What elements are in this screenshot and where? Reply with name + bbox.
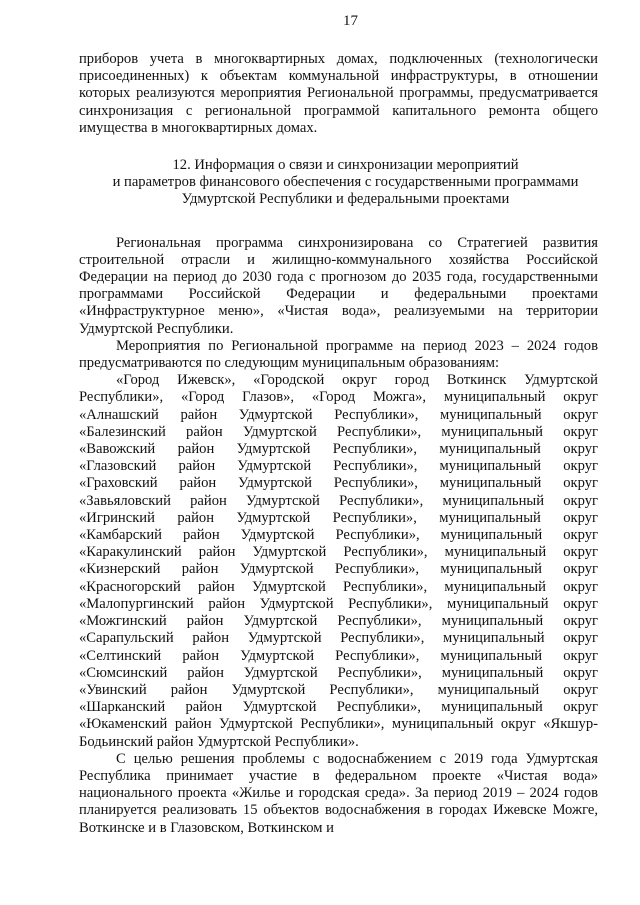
municipalities-line: «Город Ижевск», «Городской округ город Воткинск Удмуртской <box>116 372 598 389</box>
municipalities-line: «Кизнерский район Удмуртской Республики», муниципальный округ <box>79 561 598 578</box>
municipalities-line: Бодьинский район Удмуртской Республики». <box>79 733 359 750</box>
municipalities-line: «Сюмсинский район Удмуртской Республики», муниципальный округ <box>79 664 598 681</box>
municipalities-line: «Малопургинский район Удмуртской Республики», муниципальный округ <box>79 595 598 612</box>
section-heading-line-3: Удмуртской Республики и федеральными проектами <box>181 191 510 208</box>
paragraph-measures: Мероприятия по Региональной программе на период 2023 – 2024 годов предусматриваются по следующим муниципальным образованиям: <box>79 337 598 372</box>
page-number: 17 <box>343 13 358 29</box>
section-heading-line-1: 12. Информация о связи и синхронизации мероприятий <box>172 157 519 174</box>
municipalities-line: «Граховский район Удмуртской Республики», муниципальный округ <box>79 475 598 492</box>
municipalities-line: «Шарканский район Удмуртской Республики», муниципальный округ <box>79 699 598 716</box>
municipalities-line: «Игринский район Удмуртской Республики», муниципальный округ <box>79 509 598 526</box>
municipalities-list <box>79 372 598 750</box>
intro-paragraph: приборов учета в многоквартирных домах, подключенных (технологически присоединенных) к объектам коммунальной инфраструктуры, в отношении которых реализуются мероприятия Региональной программы, предусматривается синхронизация с региональной программой капитального ремонта общего имущества в многоквартирных домах. <box>79 51 598 136</box>
municipalities-line: «Сарапульский район Удмуртской Республики», муниципальный округ <box>79 630 598 647</box>
municipalities-line: «Глазовский район Удмуртской Республики», муниципальный округ <box>79 458 598 475</box>
municipalities-line: «Увинский район Удмуртской Республики», муниципальный округ <box>79 681 598 698</box>
municipalities-line: «Каракулинский район Удмуртской Республики», муниципальный округ <box>79 544 598 561</box>
municipalities-line: «Можгинский район Удмуртской Республики», муниципальный округ <box>79 613 598 630</box>
municipalities-line: «Селтинский район Удмуртской Республики», муниципальный округ <box>79 647 598 664</box>
section-heading-line-2: и параметров финансового обеспечения с государственными программами <box>112 174 579 191</box>
municipalities-line: «Завьяловский район Удмуртской Республики», муниципальный округ <box>79 492 598 509</box>
municipalities-line: «Вавожский район Удмуртской Республики», муниципальный округ <box>79 441 598 458</box>
section-heading <box>79 157 598 209</box>
municipalities-line: «Камбарский район Удмуртской Республики», муниципальный округ <box>79 527 598 544</box>
municipalities-line: «Балезинский район Удмуртской Республики», муниципальный округ <box>79 423 598 440</box>
municipalities-line: «Алнашский район Удмуртской Республики», муниципальный округ <box>79 406 598 423</box>
municipalities-line: «Красногорский район Удмуртской Республики», муниципальный округ <box>79 578 598 595</box>
municipalities-line: Республики», «Город Глазов», «Город Можга», муниципальный округ <box>79 389 598 406</box>
municipalities-line: «Юкаменский район Удмуртской Республики», муниципальный округ «Якшур- <box>79 716 598 733</box>
paragraph-water: С целью решения проблемы с водоснабжением с 2019 года Удмуртская Республика принимает участие в федеральном проекте «Чистая вода» национального проекта «Жилье и городская среда». За период 2019 – 2024 годов планируется реализовать 15 объектов водоснабжения в городах Ижевске Можге, Воткинске и в Глазовском, Воткинском и <box>79 750 598 836</box>
paragraph-strategy: Региональная программа синхронизирована со Стратегией развития строительной отрасли и жилищно-коммунального хозяйства Российской Федерации на период до 2030 года с прогнозом до 2035 года, государственными программами Российской Федерации и федеральными проектами «Инфраструктурное меню», «Чистая вода», реализуемыми на территории Удмуртской Республики. <box>79 234 598 337</box>
